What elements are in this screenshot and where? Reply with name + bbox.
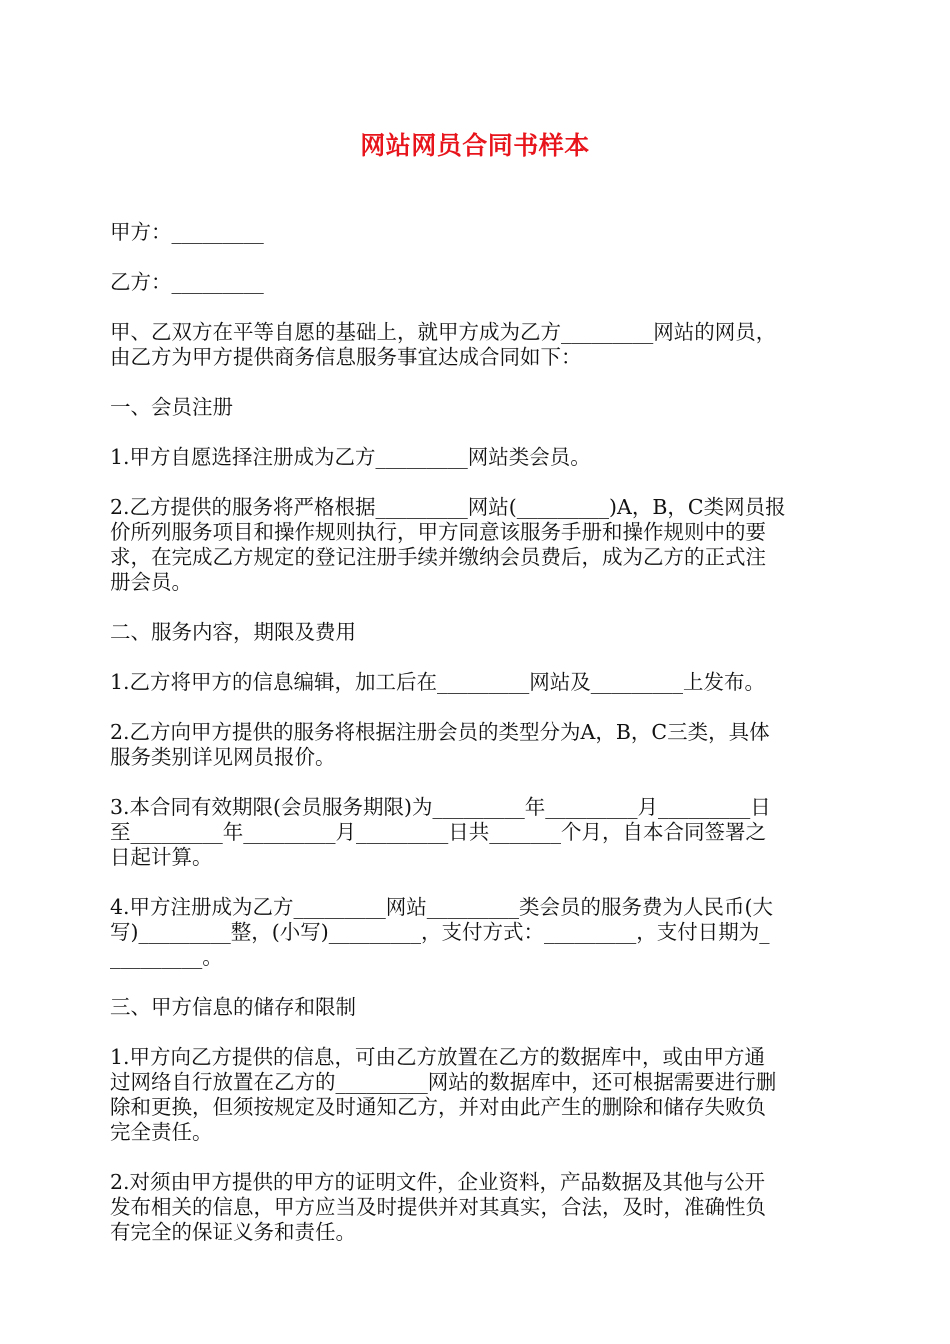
section-1-heading: 一、会员注册: [110, 395, 233, 419]
document-title: 网站网员合同书样本: [360, 131, 590, 160]
clause-3-2-line-3: 有完全的保证义务和责任。: [110, 1220, 356, 1244]
clause-2-3-line-1: 3.本合同有效期限(会员服务期限)为_________年_________月_________日: [110, 795, 771, 819]
clause-3-1-line-4: 完全责任。: [110, 1120, 213, 1144]
clause-3-2-line-1: 2.对须由甲方提供的甲方的证明文件，企业资料，产品数据及其他与公开: [110, 1170, 766, 1194]
clause-1-1: 1.甲方自愿选择注册成为乙方_________网站类会员。: [110, 445, 591, 469]
clause-2-1: 1.乙方将甲方的信息编辑，加工后在_________网站及_________上发布。: [110, 670, 766, 694]
clause-2-3-line-2: 至_________年_________月_________日共_______个月，自本合同签署之: [110, 820, 766, 844]
party-b-line: 乙方：_________: [110, 270, 264, 294]
clause-3-2-line-2: 发布相关的信息，甲方应当及时提供并对其真实，合法，及时，准确性负: [110, 1195, 766, 1219]
clause-1-2-line-3: 求，在完成乙方规定的登记注册手续并缴纳会员费后，成为乙方的正式注: [110, 545, 766, 569]
clause-3-1-line-2: 过网络自行放置在乙方的_________网站的数据库中，还可根据需要进行删: [110, 1070, 777, 1094]
party-a-line: 甲方：_________: [110, 220, 264, 244]
clause-1-2-line-2: 价所列服务项目和操作规则执行，甲方同意该服务手册和操作规则中的要: [110, 520, 766, 544]
clause-1-2-line-4: 册会员。: [110, 570, 192, 594]
clause-2-2-line-1: 2.乙方向甲方提供的服务将根据注册会员的类型分为A，B，C三类，具体: [110, 720, 770, 744]
clause-2-4-line-2: 写)_________整，(小写)_________，支付方式：_________，支付日期为_: [110, 920, 770, 944]
clause-2-4-line-1: 4.甲方注册成为乙方_________网站_________类会员的服务费为人民币(大: [110, 895, 774, 919]
clause-2-3-line-3: 日起计算。: [110, 845, 213, 869]
clause-3-1-line-3: 除和更换，但须按规定及时通知乙方，并对由此产生的删除和储存失败负: [110, 1095, 766, 1119]
clause-3-1-line-1: 1.甲方向乙方提供的信息，可由乙方放置在乙方的数据库中，或由甲方通: [110, 1045, 766, 1069]
intro-line-2: 由乙方为甲方提供商务信息服务事宜达成合同如下：: [110, 345, 582, 369]
clause-1-2-line-1: 2.乙方提供的服务将严格根据_________网站(_________)A，B，C类网员报: [110, 495, 786, 519]
intro-line-1: 甲、乙双方在平等自愿的基础上，就甲方成为乙方_________网站的网员，: [110, 320, 777, 344]
section-2-heading: 二、服务内容，期限及费用: [110, 620, 356, 644]
clause-2-2-line-2: 服务类别详见网员报价。: [110, 745, 336, 769]
section-3-heading: 三、甲方信息的储存和限制: [110, 995, 356, 1019]
clause-2-4-line-3: _________。: [110, 945, 223, 969]
